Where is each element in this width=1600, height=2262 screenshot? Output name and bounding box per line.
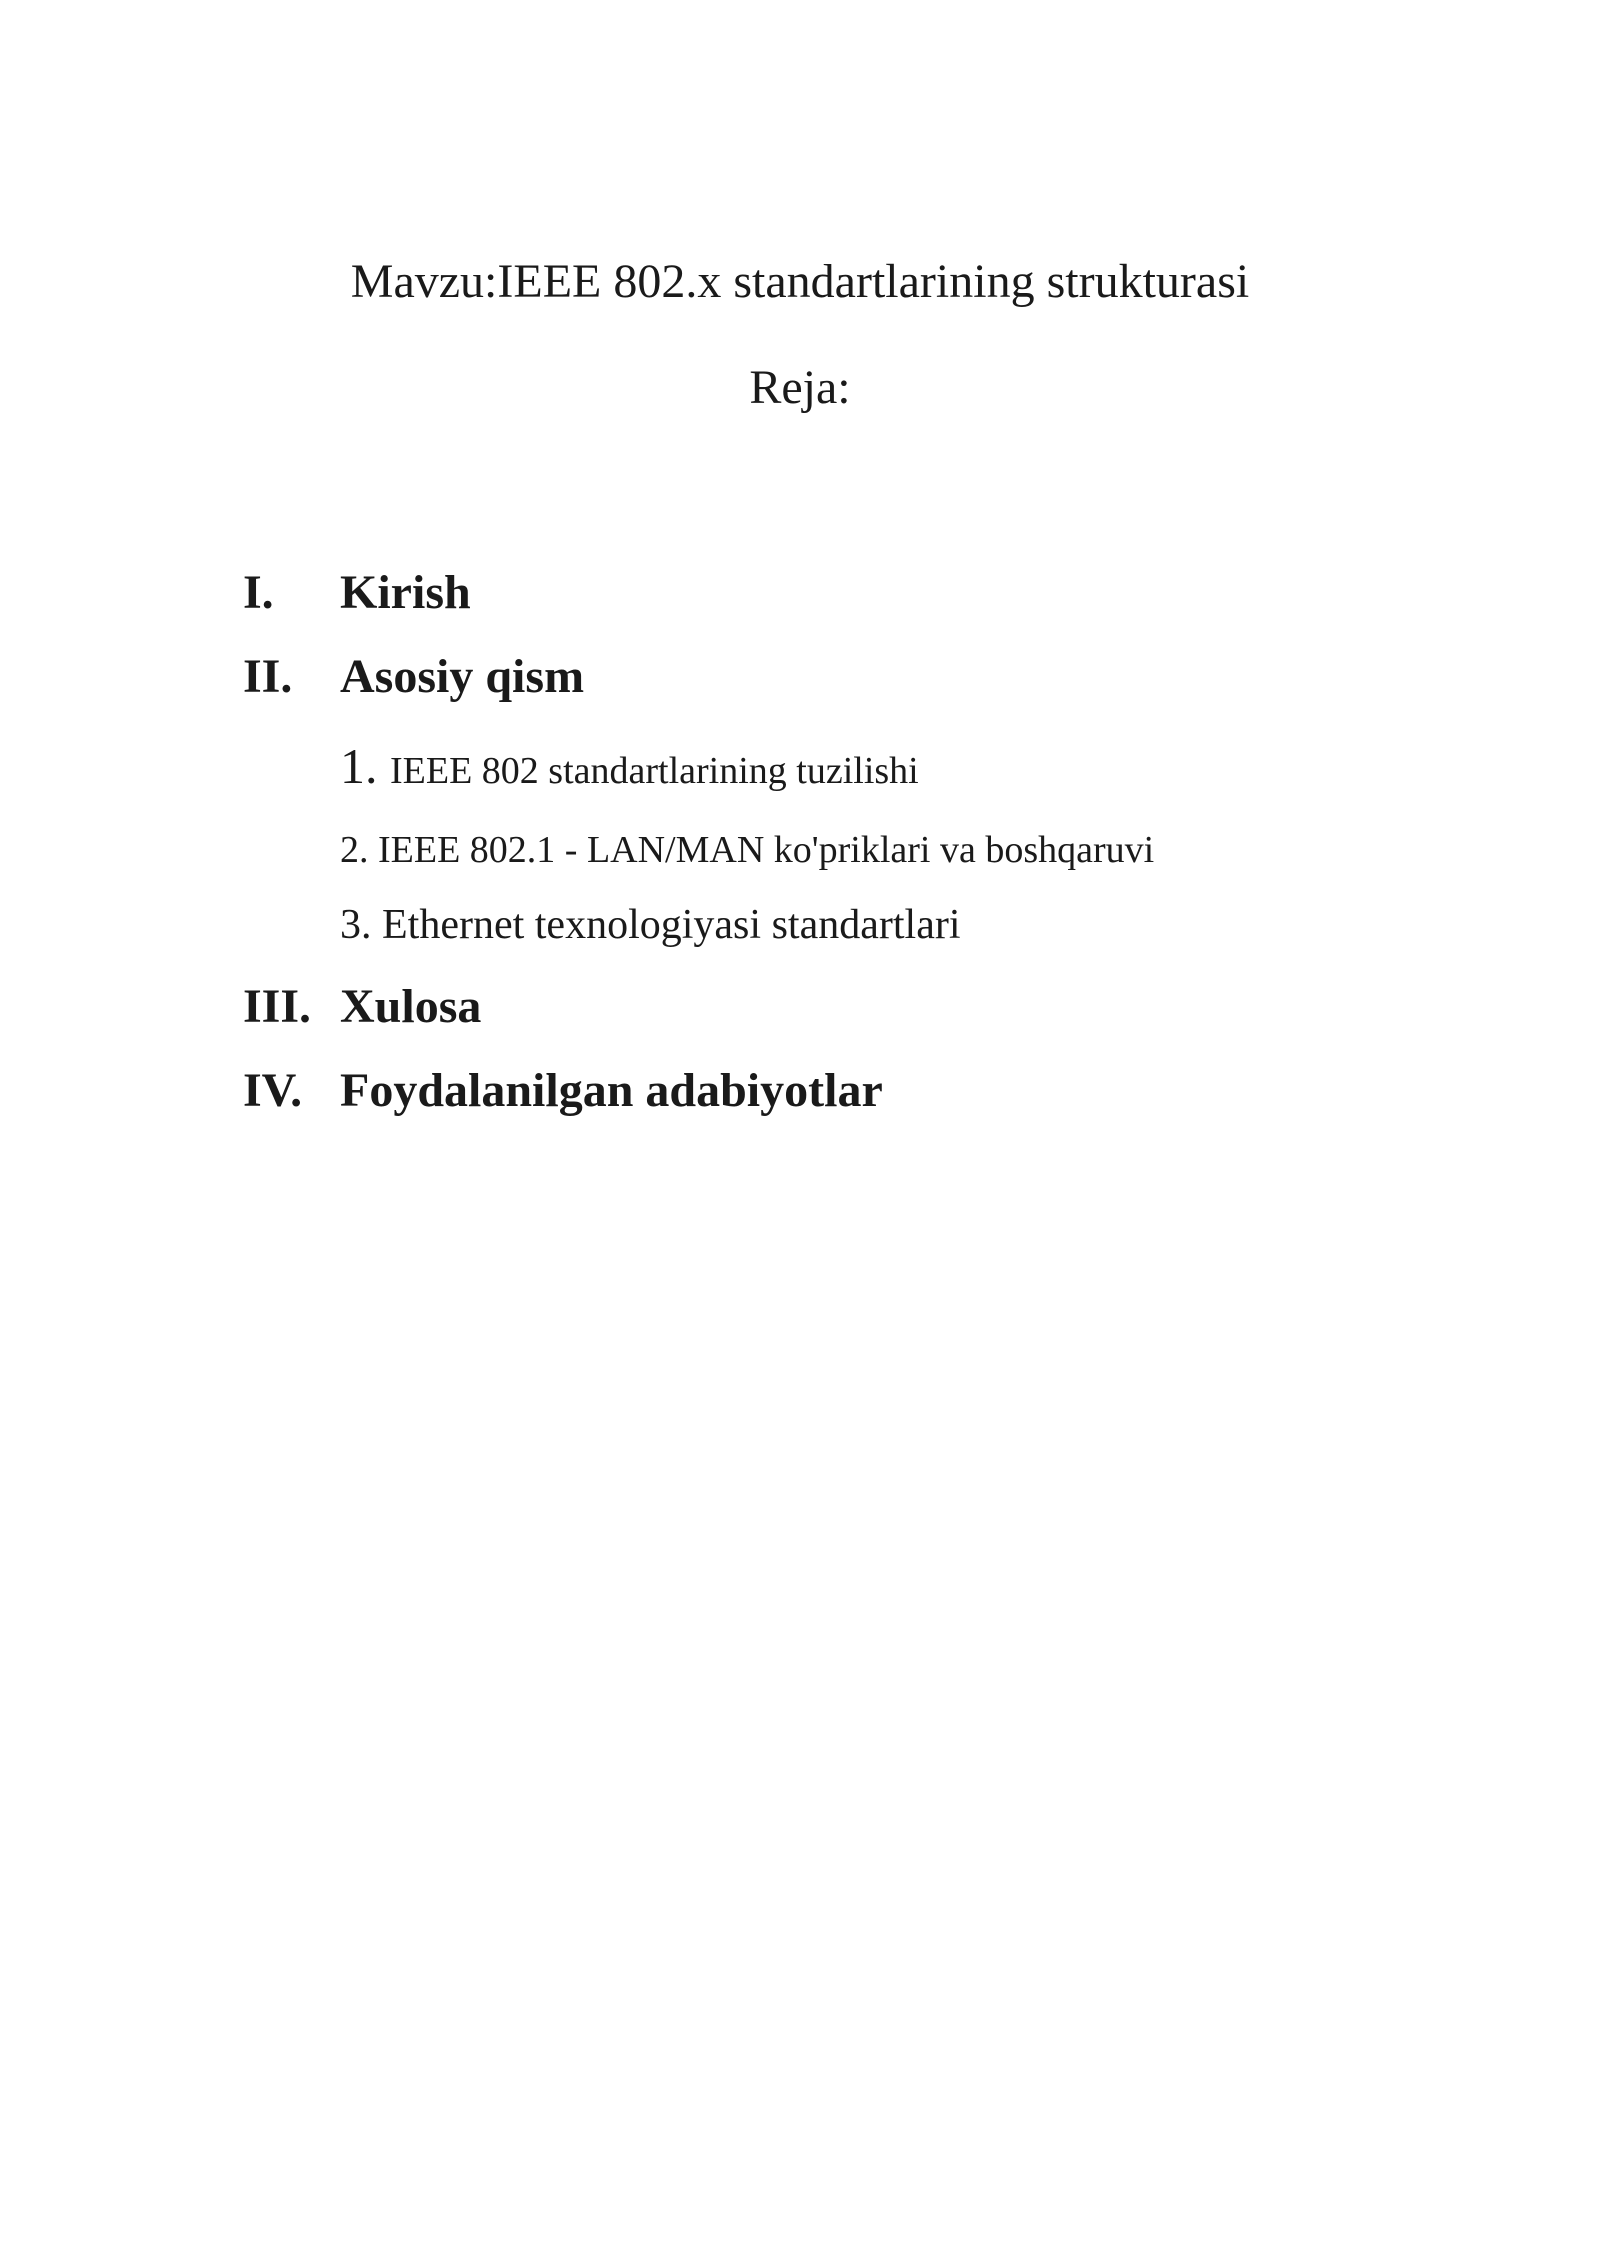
subsection-number: 1. <box>340 738 390 794</box>
outline-subsection-2 <box>340 825 1154 875</box>
subsection-label: IEEE 802.1 - LAN/MAN ko'priklari va boshqaruvi <box>378 829 1155 871</box>
section-number: II. <box>243 650 293 703</box>
section-label: Xulosa <box>340 980 482 1033</box>
section-number: III. <box>243 980 312 1033</box>
subsection-number: 3. <box>340 902 382 948</box>
section-label: Kirish <box>340 566 471 619</box>
subsection-number: 2. <box>340 829 378 871</box>
section-number: IV. <box>243 1064 303 1117</box>
section-label: Foydalanilgan adabiyotlar <box>340 1064 883 1117</box>
subsection-label: IEEE 802 standartlarining tuzilishi <box>390 750 919 792</box>
plan-heading: Reja: <box>749 361 851 414</box>
page-title: Mavzu:IEEE 802.x standartlarining strukturasi <box>350 255 1250 308</box>
outline-subsection-3 <box>340 900 960 950</box>
outline-subsection-1 <box>340 738 919 796</box>
section-label: Asosiy qism <box>340 650 585 703</box>
section-number: I. <box>243 566 274 619</box>
subsection-label: Ethernet texnologiyasi standartlari <box>382 902 961 948</box>
